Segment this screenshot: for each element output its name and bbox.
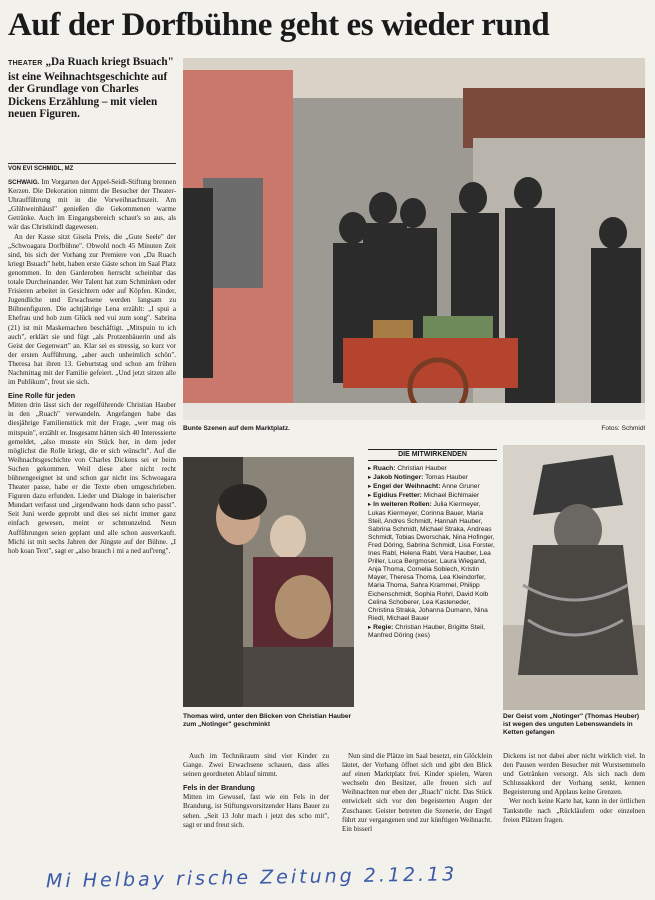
ghost-photo-caption: Der Geist vom „Notinger" (Thomas Heuber) ist wegen des unguten Lebenswandels in Ketten gefangen [503,713,640,736]
article-paragraph: An der Kasse sitzt Gisela Preis, die „Gute Seele" der „Schwoagara Dorfbühne". Obwohl noch 45 Minuten Zeit sind, bis sich der Vorhang zur Premiere von „Da Ruach kriegt Bsuach" hebt, haben erste Gäste schon im Saal Platz genommen. In den Garderoben herrscht scheinbar das totale Durcheinander. Wer Talent hat zum Schminken oder Frisieren arbeitet in Gesichtern oder auf Köpfen. Kinder, Jugendliche und Erwachsene werden langsam zu Bühnenfiguren. Die achtjährige Lena erzählt: „I spui a Ehefrau und hob zum Glück ned vui zum song". Sabrina (21) ist mit Maskemachen beschäftigt. „Mitspuin tu ich auch", erklärt sie und fügt „als Protzenbäuerin und als Geist der Gegenwart" an. Klar sei es stressig, so kurz vor der ersten Aufführung, „aber auch unheimlich schön". Theresa hat ihren 13. Geburtstag und schon am frühen Nachmittag mit der Familie gefeiert. „Und jetzt sitzen alle im Publikum", freut sie sich. [8,232,176,387]
cast-role: ▸ Engel der Weihnacht: Anne Gruner [368,483,480,491]
headline: Auf der Dorfbühne geht es wieder rund [8,7,550,43]
lead-text: „Da Ruach kriegt Bsuach" ist eine Weihnachtsgeschichte auf der Grundlage von Charles Dickens Erzählung – mit vielen neuen Figuren. [8,56,174,121]
makeup-photo [183,457,354,707]
stage-photo [183,58,645,420]
article-paragraph: Auch im Technikraum sind vier Kinder zu Gange. Zwei Erwachsene schauen, dass alles seinen geordneten Ablauf nimmt. [183,752,329,779]
lead-kicker: THEATER [8,60,43,67]
article-column-2 [183,752,329,860]
article-column-4 [503,752,645,860]
cast-role: ▸ Regie: Christian Hauber, Brigitte Steil, Manfred Döring (xes) [368,623,485,639]
article-column-3 [342,752,492,860]
article-paragraph: Wer noch keine Karte hat, kann in der örtlichen Tankstelle nach „Rückläufern oder einzelnen freien Plätzen fragen. [503,797,645,824]
article-paragraph: Mitten im Gewusel, fast wie ein Fels in der Brandung, ist Stiftungsvorsitzender Hans Bauer zu sehen. „Seit 13 Johr mach i jetzt des scho mit", sagt er und freut sich. [183,793,329,829]
makeup-photo-caption: Thomas wird, unter den Blicken von Christian Hauber zum „Notinger" geschminkt [183,713,352,728]
cast-role: ▸ Jakob Notinger: Tomas Hauber [368,474,468,482]
article-text: Im Vorgarten der Appel-Seidl-Stiftung brennen Kerzen. Die Dekoration nimmt die Besucher der Theater-Uhraufführung mit in die Vorweihnachtszeit. Am „Glühweinhäusl" genießen die Gekommenen warme Getränke. Auch im Eingangsbereich schaut's so aus, als wär das Christkindl dagewesen. [8,178,176,232]
cast-role: ▸ In weiteren Rollen: Julia Kiermeyer, Lukas Kiermeyer, Corinna Bauer, Maria Steil, Andres Schmidt, Hannah Hauber, Sabrina Schmidt, Michael Straka, Andreas Schmidt, Tobias Dworschak, Nina Hofinger, Fred Döring, Sabrina Schmidt, Lisa Forster, Ines Rabl, Helena Rabl, Vera Hauber, Lea Priller, Luca Bergmoser, Laura Wiegand, Anja Thoma, Cornelia Sobiech, Kristin Mayer, Theresa Thoma, Lea Kleindorfer, Maria Thoma, Sahra Krammel, Philipp Eichenschmidt, Sophia Rohrl, David Kolb Celina Schoberer, Lea Kasteneder, Christina Straka, Johanna Dumann, Nina Riedl, Michael Bauer [368,501,495,622]
article-paragraph: Dickens ist not dabei aber nicht wirklich viel. In den Pausen werden Besucher mit Wurstsemmeln und Getränken versorgt. Als sich nach dem Schlussakkord der Vorhang senkt, kennen Begeisterung und Applaus keine Grenzen. [503,752,645,797]
lead-paragraph [8,56,176,121]
handwritten-source-note: Mi Helbay rische Zeitung 2.12.13 [45,863,458,893]
byline: VON EVI SCHMIDL, MZ [8,163,176,172]
dateline: SCHWAIG. [8,179,40,186]
photo-credit: Fotos: Schmidl [601,425,645,432]
cast-role: ▸ Ruach: Christian Hauber [368,465,447,473]
article-paragraph: Nun sind die Plätze im Saal besetzt, ein Glöcklein läutet, der Vorhang öffnet sich und gibt den Blick auf einen Marktplatz frei. Kinder spielen, Waren wechseln den Besitzer, alle freuen sich auf Weihnachten nur eben der „Ruach" nicht. Das Stück entwickelt sich vor den begeisterten Augen der Zuschauer. Geister betreten die Szenerie, der Engel führt zur vergangenen und zur künftigen Weihnacht. Ein bisserl [342,752,492,833]
stage-photo-caption: Bunte Szenen auf dem Marktplatz. [183,425,290,432]
ghost-photo [503,445,645,710]
article-paragraph: Mitten drin lässt sich der regelführende Christian Hauber in den „Ruach" verwandeln. Angefangen habe das diesjährige Familienstück mit der Frage, „wer mag ois mitspuin", erzählt er. Insgesamt hätten sich 40 Interessierte gemeldet, „also musste ein Stück her, in dem jeder möglichst die Rolle kriegt, die er sich wünscht". Auf die Weihnachtsgeschichte von Charles Dickens sei er beim Suchen gekommen. Weil diese aber nicht recht bühnengeeignet ist und schon gar nicht ins Schwoagara Theater passe, habe er die Texte eben umgeschrieben. Figuren dazu erfunden. Lieder und Dialoge in baierischer Mundart verfasst und „irgendwann hods dann scho passt". Seit Juni werde geprobt und dies sei nicht immer ganz einfach gewesen, meint er schmunzelnd. Neun Aufführungen seien geplant und alle schon ausverkauft. Michi ist mit sechs Jahren der Jüngste auf der Bühne. „I hob koan Text", sagt er „also brauch i mi a ned auf'reng". [8,401,176,555]
article-paragraph [8,178,176,233]
cast-role: ▸ Egidius Fretter: Michael Bichlmaier [368,492,480,500]
subheading: Fels in der Brandung [183,783,255,793]
subheading: Eine Rolle für jeden [8,391,76,401]
article-column-1 [8,178,176,858]
cast-box [368,449,497,739]
cast-title: DIE MITWIRKENDEN [368,449,497,461]
